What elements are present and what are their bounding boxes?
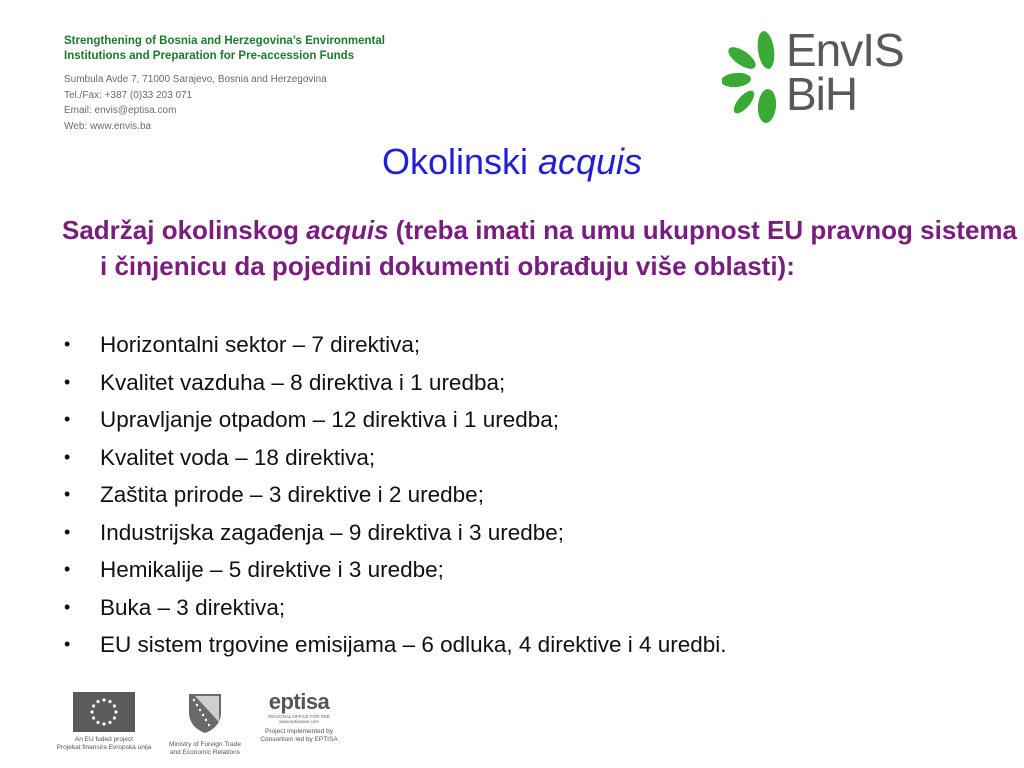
list-item-text: Industrijska zagađenja – 9 direktiva i 3 uredbe;: [100, 519, 565, 545]
eptisa-caption-line1: Project implemented by: [265, 728, 333, 735]
list-item: [62, 439, 982, 477]
project-title: [64, 34, 385, 64]
list-item-text: Horizontalni sektor – 7 direktiva;: [100, 332, 421, 357]
contact-info: [64, 72, 327, 134]
eptisa-logo-block: [252, 690, 346, 744]
list-item: [62, 551, 982, 589]
list-item: [62, 476, 982, 514]
intro-part2: (treba imati na umu ukupnost EU pravnog sistema i činjenicu da pojedini dokumenti obrađuju više oblasti):: [100, 215, 1017, 281]
contact-phone: Tel./Fax: +387 (0)33 203 071: [64, 89, 193, 101]
list-item-text: EU sistem trgovine emisijama – 6 odluka, 4 direktive i 4 uredbi.: [100, 632, 727, 657]
bih-coat-of-arms-icon: [185, 692, 225, 734]
list-item-text: Kvalitet voda – 18 direktiva;: [100, 444, 376, 470]
list-item: [62, 401, 982, 439]
eptisa-tagline: [252, 714, 346, 724]
directive-list: [62, 326, 982, 664]
project-title-line2: Institutions and Preparation for Pre-accession Funds: [64, 50, 355, 62]
intro-italic: acquis: [306, 215, 389, 245]
footer-logos: [0, 684, 1024, 768]
slide-title-plain: Okolinski: [381, 141, 538, 182]
list-item-text: Buka – 3 direktiva;: [100, 594, 286, 620]
green-leaves-icon: [722, 26, 786, 128]
project-title-line1: Strengthening of Bosnia and Herzegovina’s Environmental: [64, 35, 385, 47]
bullet-marker: •: [64, 334, 71, 354]
logo-line1: EnvIS: [786, 24, 904, 76]
eptisa-tagline-line2: www.eptisasee.com: [279, 719, 319, 724]
ministry-logo-block: [160, 692, 250, 757]
list-item-text: Hemikalije – 5 direktive i 3 uredbe;: [100, 557, 444, 582]
list-item-text: Kvalitet vazduha – 8 direktiva i 1 uredba;: [100, 369, 506, 395]
intro-part1: Sadržaj okolinskog: [62, 215, 307, 245]
ministry-caption-line2: and Economic Relations: [169, 749, 241, 756]
eu-flag-icon: [73, 692, 135, 732]
bullet-marker: •: [64, 596, 71, 617]
bullet-marker: •: [64, 559, 71, 579]
list-item: [62, 626, 982, 664]
envis-bih-logo: [722, 26, 962, 128]
list-item: [62, 589, 982, 627]
bullet-marker: •: [64, 634, 71, 654]
slide-title-italic: acquis: [537, 141, 643, 182]
bullet-marker: •: [64, 446, 71, 467]
eptisa-caption-line2: Consortium led by EPTISA: [260, 736, 338, 743]
list-item: [62, 326, 982, 364]
ministry-caption-line1: Ministry of Foreign Trade: [169, 741, 241, 748]
slide-title: [0, 140, 1024, 184]
list-item: [62, 364, 982, 402]
contact-email: Email: envis@eptisa.com: [64, 105, 177, 116]
logo-line2: BiH: [786, 68, 858, 120]
eu-caption-line1: An EU fuded project: [74, 736, 134, 743]
bullet-marker: •: [64, 484, 71, 504]
eu-logo-block: [52, 692, 156, 752]
eu-caption-line2: Projekat finansira Evropska unija: [56, 744, 152, 751]
logo-wordmark: [786, 24, 904, 120]
contact-address: Sumbula Avde 7, 71000 Sarajevo, Bosnia and Herzegovina: [64, 74, 327, 85]
bullet-marker: •: [64, 521, 71, 542]
eptisa-tagline-line1: REGIONAL OFFICE FOR SEE: [268, 714, 330, 719]
bullet-marker: •: [64, 371, 71, 392]
list-item-text: Zaštita prirode – 3 direktive i 2 uredbe;: [100, 482, 484, 507]
intro-paragraph: [62, 212, 1020, 284]
bullet-marker: •: [64, 409, 71, 429]
contact-web: Web: www.envis.ba: [64, 120, 152, 132]
eptisa-logo: eptisa: [268, 689, 330, 714]
list-item-text: Upravljanje otpadom – 12 direktiva i 1 uredba;: [100, 407, 560, 432]
list-item: [62, 514, 982, 552]
